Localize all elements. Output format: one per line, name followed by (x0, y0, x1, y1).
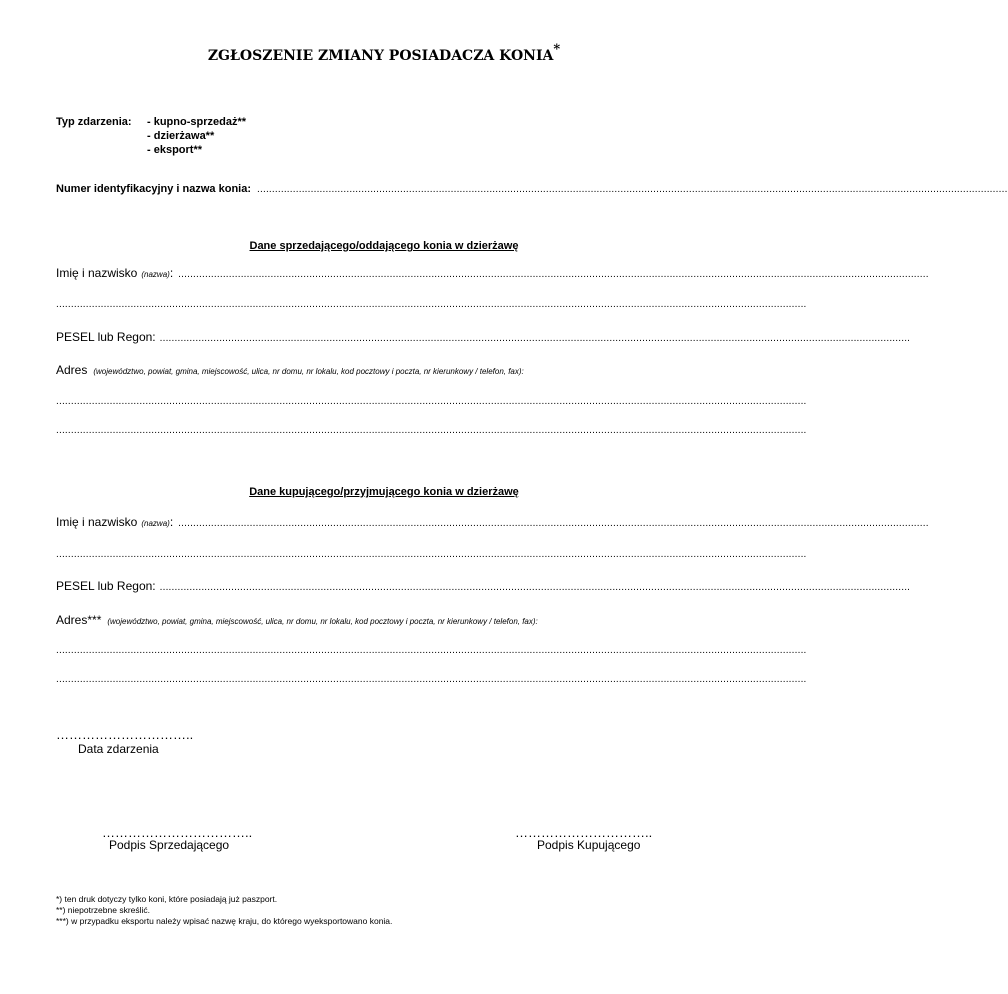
seller-name-field-line2[interactable]: ............................................................................................................................................................................................................................................................ (56, 299, 807, 310)
seller-name-row (56, 266, 929, 280)
seller-pesel-row (56, 330, 911, 344)
buyer-name-field[interactable]: ............................................................................................................................................................................................................................................................ (178, 518, 929, 529)
document-title (0, 42, 768, 64)
buyer-address-line2-row (56, 674, 807, 685)
title-text: ZGŁOSZENIE ZMIANY POSIADACZA KONIA (207, 48, 554, 64)
seller-name-line2-row (56, 299, 807, 310)
seller-pesel-field[interactable]: ............................................................................................................................................................................................................................................................ (159, 333, 911, 344)
buyer-address-field-line2[interactable]: ............................................................................................................................................................................................................................................................ (56, 674, 807, 685)
event-type-option-export: - eksport** (147, 144, 203, 156)
seller-name-label: Imię i nazwisko (56, 266, 138, 280)
buyer-signature-label: Podpis Kupującego (537, 838, 641, 852)
footnote-3: ***) w przypadku eksportu należy wpisać nazwę kraju, do którego wyeksportowano konia. (56, 916, 393, 926)
seller-name-field[interactable]: ............................................................................................................................................................................................................................................................ (178, 269, 929, 280)
buyer-pesel-field[interactable]: ............................................................................................................................................................................................................................................................ (159, 582, 911, 593)
buyer-address-field-line1[interactable]: ............................................................................................................................................................................................................................................................ (56, 645, 807, 656)
buyer-name-label: Imię i nazwisko (56, 515, 138, 529)
event-type-label: Typ zdarzenia: (56, 116, 132, 128)
buyer-section-heading: Dane kupującego/przyjmującego konia w dzierżawę (249, 486, 519, 498)
buyer-pesel-row (56, 579, 911, 593)
event-type-option-lease: - dzierżawa** (147, 130, 215, 142)
seller-address-hint: (województwo, powiat, gmina, miejscowość, ulica, nr domu, nr lokalu, kod pocztowy i poczta, nr kierunkowy / telefon, fax): (93, 367, 524, 376)
seller-pesel-label: PESEL lub Regon: (56, 330, 156, 344)
buyer-address-line1-row (56, 645, 807, 656)
seller-address-field-line2[interactable]: ............................................................................................................................................................................................................................................................ (56, 425, 807, 436)
seller-address-line2-row (56, 425, 807, 436)
seller-section-heading: Dane sprzedającego/oddającego konia w dzierżawę (249, 240, 519, 252)
seller-address-row (56, 363, 736, 377)
buyer-address-row (56, 613, 746, 627)
seller-address-line1-row (56, 396, 807, 407)
buyer-address-hint: (województwo, powiat, gmina, miejscowość, ulica, nr domu, nr lokalu, kod pocztowy i poczta, nr kierunkowy / telefon, fax): (107, 617, 538, 626)
buyer-signature-field[interactable]: ………………………….. (515, 825, 653, 840)
buyer-pesel-label: PESEL lub Regon: (56, 579, 156, 593)
buyer-name-field-line2[interactable]: ............................................................................................................................................................................................................................................................ (56, 549, 807, 560)
seller-address-label: Adres (56, 363, 88, 377)
title-footnote-mark: * (553, 42, 561, 57)
seller-name-hint: (nazwa) (141, 270, 170, 279)
footnote-2: **) niepotrzebne skreślić. (56, 905, 151, 915)
event-date-field[interactable]: ………………………….. (56, 727, 194, 742)
seller-name-colon: : (169, 266, 174, 280)
event-date-label: Data zdarzenia (78, 742, 159, 756)
horse-id-field[interactable]: ............................................................................................................................................................................................................................................................ (257, 184, 1008, 195)
buyer-address-label: Adres*** (56, 613, 102, 627)
horse-id-label: Numer identyfikacyjny i nazwa konia: (56, 183, 252, 195)
footnote-1: *) ten druk dotyczy tylko koni, które posiadają już paszport. (56, 894, 278, 904)
seller-address-field-line1[interactable]: ............................................................................................................................................................................................................................................................ (56, 396, 807, 407)
event-type-option-sale: - kupno-sprzedaż** (147, 116, 247, 128)
seller-signature-label: Podpis Sprzedającego (109, 838, 230, 852)
buyer-name-hint: (nazwa) (141, 519, 170, 528)
buyer-name-row (56, 515, 929, 529)
buyer-name-line2-row (56, 549, 807, 560)
buyer-name-colon: : (169, 515, 174, 529)
horse-id-row (56, 183, 1008, 195)
seller-signature-field[interactable]: …………………………….. (102, 825, 253, 840)
